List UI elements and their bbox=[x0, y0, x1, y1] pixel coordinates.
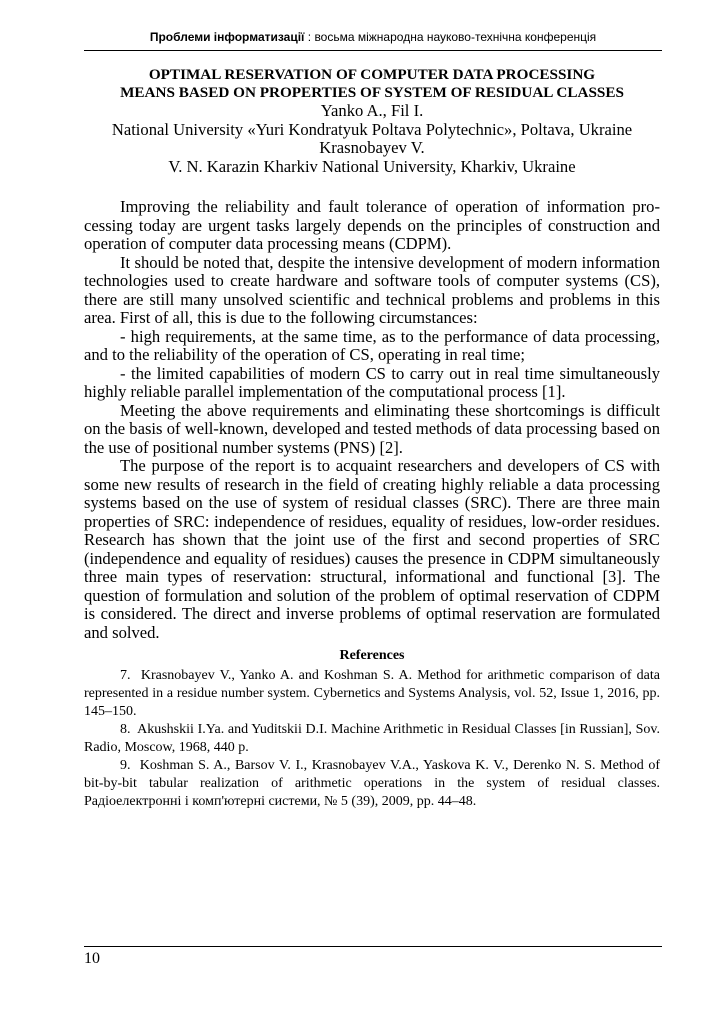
references-heading: References bbox=[339, 648, 405, 663]
paragraph-1: Improving the reliability and fault tolerance of operation of information processing today are urgent tasks largely depends on the principles of construction and operation of computer data processing means (CDPM). bbox=[84, 197, 660, 253]
paragraph-6: The purpose of the report is to acquaint researchers and developers of CS with some new results of research in the field of creating highly reliable a data processing systems based on the use of system of residual classes (SRC). There are three main properties of SRC: independence of residues, equality of residues, low-order residues. Research has shown that the joint use of the first and second properties of SRC (independence and equality of residues) causes the presence in CDPM simultaneously three main types of reservation: structural, informational and functional [3]. The question of formulation and solution of the problem of optimal reservation of CDPM is considered. The direct and inverse problems of optimal reservation are formulated and solved. bbox=[84, 456, 660, 642]
paragraph-3: - high requirements, at the same time, as to the performance of data processing, and to the reliability of the operation of CS, operating in real time; bbox=[84, 326, 660, 364]
article-body bbox=[84, 198, 660, 642]
header-divider bbox=[84, 50, 662, 51]
reference-number: 8. bbox=[120, 722, 131, 737]
reference-item bbox=[84, 667, 660, 721]
affiliation-1: National University «Yuri Kondratyuk Poltava Polytechnic», Poltava, Ukraine bbox=[111, 119, 633, 139]
affiliation-2: V. N. Karazin Kharkiv National University, Kharkiv, Ukraine bbox=[168, 156, 576, 176]
conference-description: : восьма міжнародна науково-технічна конференція bbox=[304, 30, 597, 44]
paragraph-2: It should be noted that, despite the intensive development of modern information technologies used to create hardware and software tools of computer systems (CS), there are still many unsolved scientific and technical problems and problems in this area. First of all, this is due to the following circumstances: bbox=[84, 252, 660, 327]
reference-text: Akushskii I.Ya. and Yuditskii D.I. Machine Arithmetic in Residual Classes [in Russian], Sov. Radio, Moscow, 1968, 440 p. bbox=[84, 722, 660, 755]
authors-block bbox=[84, 102, 660, 176]
paragraph-4: - the limited capabilities of modern CS to carry out in real time simultaneously highly reliable parallel implementation of the computational process [1]. bbox=[84, 363, 660, 401]
running-head bbox=[84, 30, 662, 45]
references-list bbox=[84, 667, 660, 811]
reference-item bbox=[84, 757, 660, 811]
article bbox=[84, 66, 660, 811]
authors-1: Yanko A., Fil I. bbox=[320, 101, 424, 120]
reference-number: 9. bbox=[120, 758, 131, 773]
page-number: 10 bbox=[84, 950, 100, 967]
reference-item bbox=[84, 721, 660, 757]
article-title bbox=[84, 66, 660, 101]
conference-name: Проблеми інформатизації bbox=[149, 30, 305, 44]
footer-divider bbox=[84, 946, 662, 947]
authors-2: Krasnobayev V. bbox=[319, 138, 425, 157]
reference-text: Koshman S. A., Barsov V. I., Krasnobayev V.A., Yaskova K. V., Derenko N. S. Method of bit-by-bit tabular realization of arithmetic operations in the system of residual classes. Радіоелектронні і комп'ютерні системи, № 5 (39), 2009, pp. 44–48. bbox=[84, 758, 661, 809]
reference-text: Krasnobayev V., Yanko A. and Koshman S. A. Method for arithmetic comparison of data represented in a residue number system. Cybernetics and Systems Analysis, vol. 52, Issue 1, 2016, pp. 145–150. bbox=[84, 668, 660, 719]
paragraph-5: Meeting the above requirements and eliminating these shortcomings is difficult on the basis of well-known, developed and tested methods of data processing based on the use of positional number systems (PNS) [2]. bbox=[84, 400, 660, 457]
title-line-2: MEANS BASED ON PROPERTIES OF SYSTEM OF RESIDUAL CLASSES bbox=[120, 83, 624, 101]
title-line-1: OPTIMAL RESERVATION OF COMPUTER DATA PROCESSING bbox=[148, 66, 596, 83]
reference-number: 7. bbox=[120, 668, 131, 683]
